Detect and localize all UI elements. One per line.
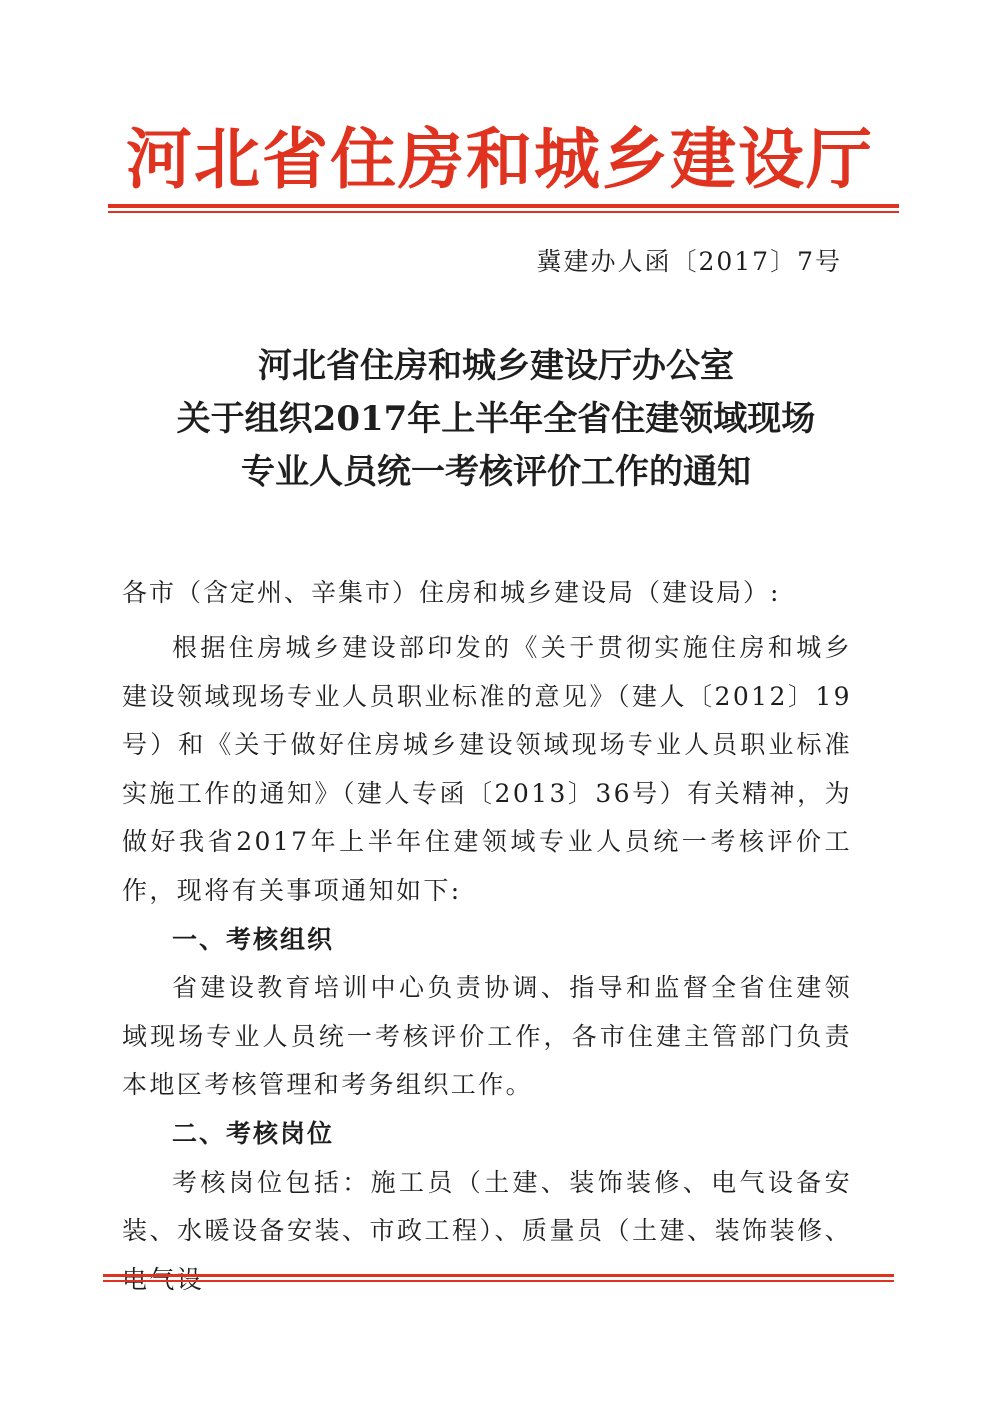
footer-divider-thick — [103, 1274, 894, 1277]
letterhead-title: 河北省住房和城乡建设厅 — [126, 121, 874, 198]
section-heading-positions: 二、考核岗位 — [172, 1118, 335, 1148]
footer-divider-thin — [103, 1280, 894, 1282]
document-body — [122, 624, 852, 1304]
title-line-3: 专业人员统一考核评价工作的通知 — [241, 452, 751, 492]
section-paragraph-positions: 考核岗位包括：施工员（土建、装饰装修、电气设备安装、水暖设备安装、市政工程）、质量员（土建、装饰装修、 — [122, 1167, 852, 1246]
title-line-2: 关于组织2017年上半年全省住建领域现场 — [176, 399, 816, 439]
letterhead-divider-thick — [108, 204, 899, 208]
letterhead-divider-thin — [108, 211, 899, 213]
salutation: 各市（含定州、辛集市）住房和城乡建设局（建设局）: — [122, 578, 781, 607]
section-heading-organization: 一、考核组织 — [172, 924, 335, 954]
intro-paragraph: 根据住房城乡建设部印发的《关于贯彻实施住房和城乡建设领域现场专业人员职业标准的意见》（建人〔2012〕19号）和《关于做好住房城乡建设领域现场专业人员职业标准实施工作的通知》（建人专函〔2013〕36号）有关精神，为做好我省2017年上半年住建领域专业人员统一考核评价工作，现将有关事项通知如下: — [122, 633, 852, 905]
section-paragraph-organization: 省建设教育培训中心负责协调、指导和监督全省住建领域现场专业人员统一考核评价工作，各市住建主管部门负责本地区考核管理和考务组织工作。 — [122, 973, 852, 1100]
title-line-1: 河北省住房和城乡建设厅办公室 — [258, 346, 734, 386]
document-number: 冀建办人函〔2017〕7号 — [536, 247, 842, 276]
document-title — [90, 340, 902, 499]
